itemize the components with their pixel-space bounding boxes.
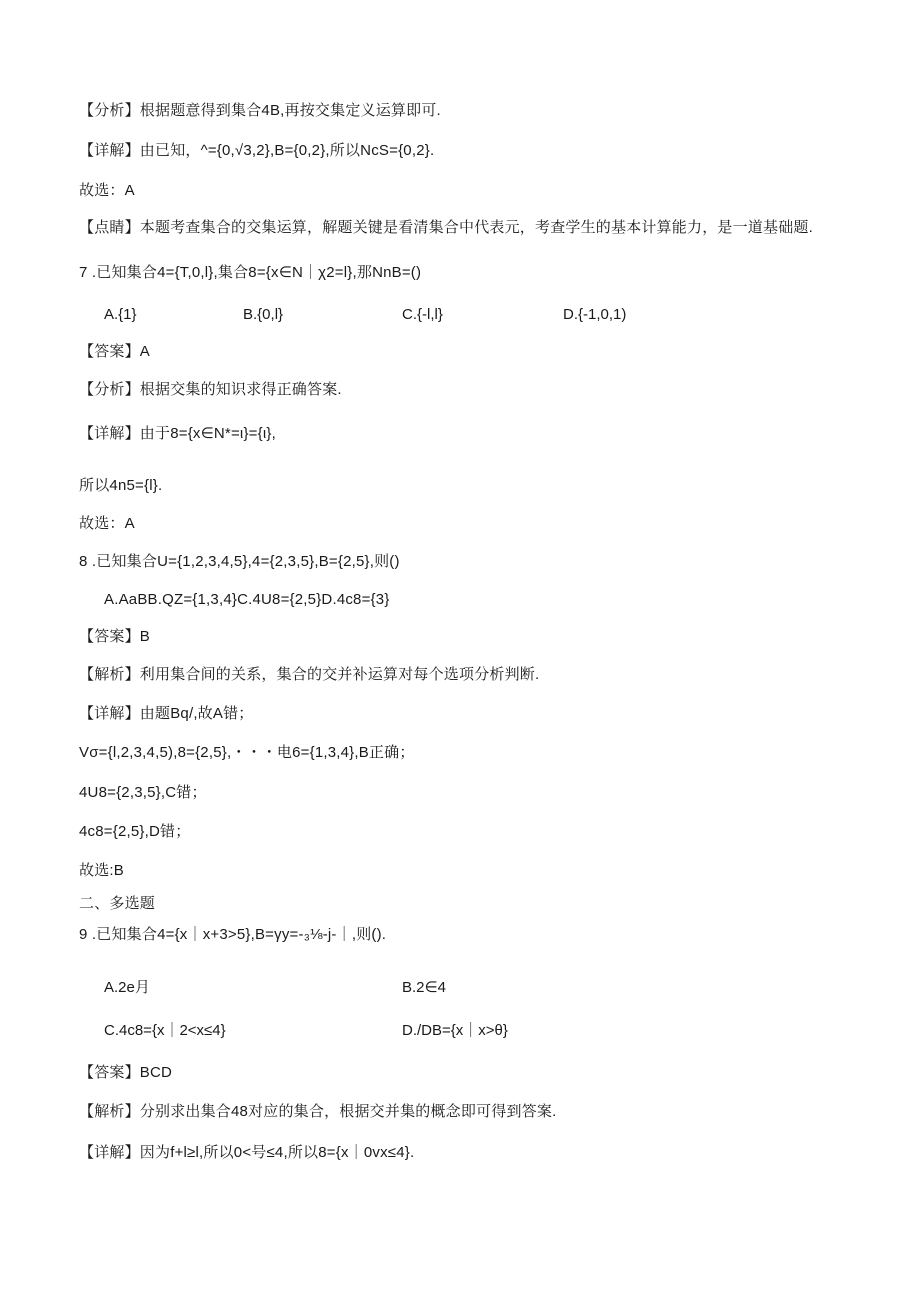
answer-q9: 【答案】BCD xyxy=(79,1064,173,1081)
choice-line-q6: 故选：A xyxy=(79,182,135,199)
question-9: 9 .已知集合4={x｜x+3>5},B=γy=-₃⅛-j-｜,则(). xyxy=(79,926,387,943)
comment-line-q6: 【点睛】本题考查集合的交集运算，解题关键是看清集合中代表元，考查学生的基本计算能力，是一道基础题. xyxy=(79,219,813,236)
q7-option-c: C.{-l,l} xyxy=(402,306,443,323)
explanation-q9: 【解析】分别求出集合48对应的集合，根据交并集的概念即可得到答案. xyxy=(79,1103,557,1120)
detail-q8-c: 4U8={2,3,5},C错； xyxy=(79,784,207,801)
choice-q7: 故选：A xyxy=(79,515,135,532)
q9-option-d: D./DB={x｜x>θ} xyxy=(402,1022,508,1039)
answer-q7: 【答案】A xyxy=(79,343,151,360)
detail-q9: 【详解】因为f+l≥l,所以0<号≤4,所以8={x｜0vx≤4}. xyxy=(79,1144,415,1161)
detail-line-q6: 【详解】由已知，^={0,√3,2},B={0,2},所以NcS={0,2}. xyxy=(79,142,435,159)
q9-option-b: B.2∈4 xyxy=(402,979,446,996)
q8-options: A.AaBB.QZ={1,3,4}C.4U8={2,5}D.4c8={3} xyxy=(104,591,390,608)
choice-q8: 故选:B xyxy=(79,862,124,879)
section-heading-multi-choice: 二、多选题 xyxy=(79,895,156,912)
analysis-line-q6: 【分析】根据题意得到集合4B,再按交集定义运算即可. xyxy=(79,102,441,119)
q9-option-a: A.2e月 xyxy=(104,979,150,996)
answer-q8: 【答案】B xyxy=(79,628,151,645)
detail-q8-d: 4c8={2,5},D错； xyxy=(79,823,191,840)
question-8: 8 .已知集合U={1,2,3,4,5},4={2,3,5},B={2,5},则() xyxy=(79,553,400,570)
explanation-q8: 【解析】利用集合间的关系，集合的交并补运算对每个选项分析判断. xyxy=(79,666,540,683)
analysis-q7: 【分析】根据交集的知识求得正确答案. xyxy=(79,381,342,398)
detail-q7-cont: 所以4n5={l}. xyxy=(79,477,163,494)
detail-q8-b: Vσ={l,2,3,4,5),8={2,5},・・・电6={1,3,4},B正确； xyxy=(79,744,415,761)
q7-option-b: B.{0,l} xyxy=(243,306,284,323)
question-7: 7 .已知集合4={T,0,l},集合8={x∈N｜χ2=l},那NnB=() xyxy=(79,264,422,281)
q9-option-c: C.4c8={x｜2<x≤4} xyxy=(104,1022,226,1039)
q7-option-d: D.{-1,0,1) xyxy=(563,306,627,323)
q7-option-a: A.{1} xyxy=(104,306,137,323)
detail-q8: 【详解】由题Bq/,故A错； xyxy=(79,705,254,722)
detail-q7: 【详解】由于8={x∈N*=ι}={ι}, xyxy=(79,425,276,442)
